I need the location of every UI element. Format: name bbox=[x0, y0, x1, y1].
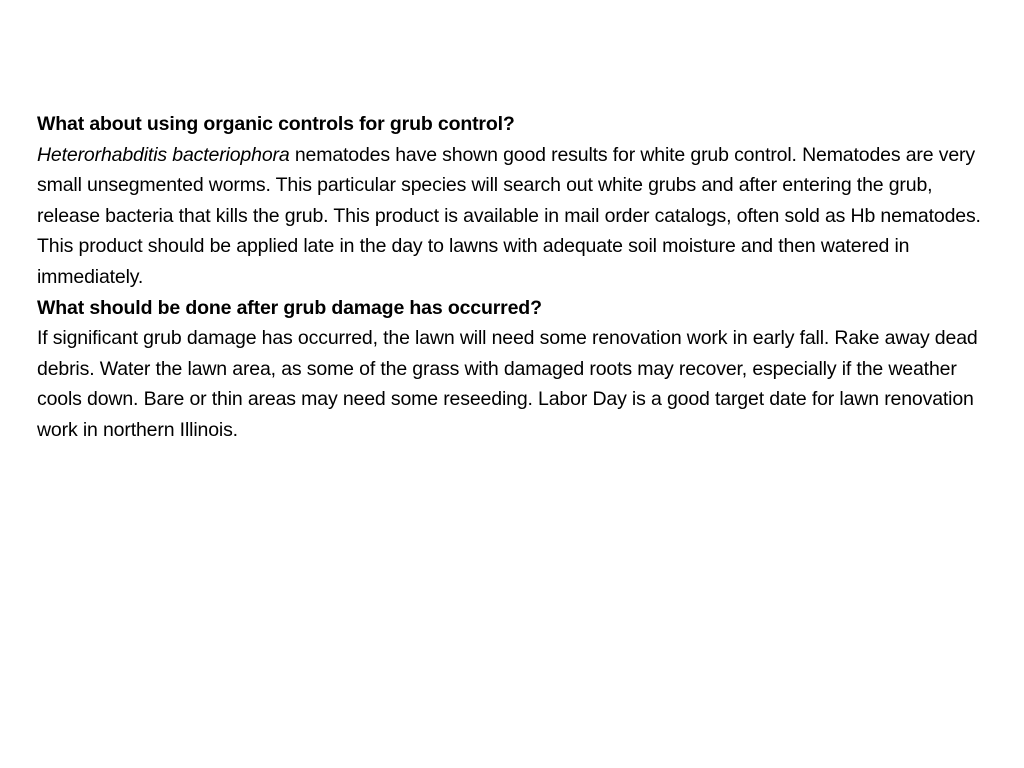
question-after-damage: What should be done after grub damage has occurred? bbox=[37, 296, 542, 319]
text-body bbox=[37, 109, 987, 446]
answer-organic-controls bbox=[37, 140, 987, 293]
species-name: Heterorhabditis bacteriophora bbox=[37, 143, 290, 166]
question-organic-controls: What about using organic controls for grub control? bbox=[37, 113, 515, 135]
answer-organic-controls-text: nematodes have shown good results for white grub control. Nematodes are very small unsegmented worms. This particular species will search out white grubs and after entering the grub, release bacteria that kills the grub. This product is available in mail order catalogs, often sold as Hb nematodes. This product should be applied late in the day to lawns with adequate soil moisture and then watered in immediately. bbox=[37, 143, 981, 288]
answer-after-damage: If significant grub damage has occurred, the lawn will need some renovation work in early fall. Rake away dead debris. Water the lawn area, as some of the grass with damaged roots may recover, especially if the weather cools down. Bare or thin areas may need some reseeding. Labor Day is a good target date for lawn renovation work in northern Illinois. bbox=[37, 327, 978, 441]
